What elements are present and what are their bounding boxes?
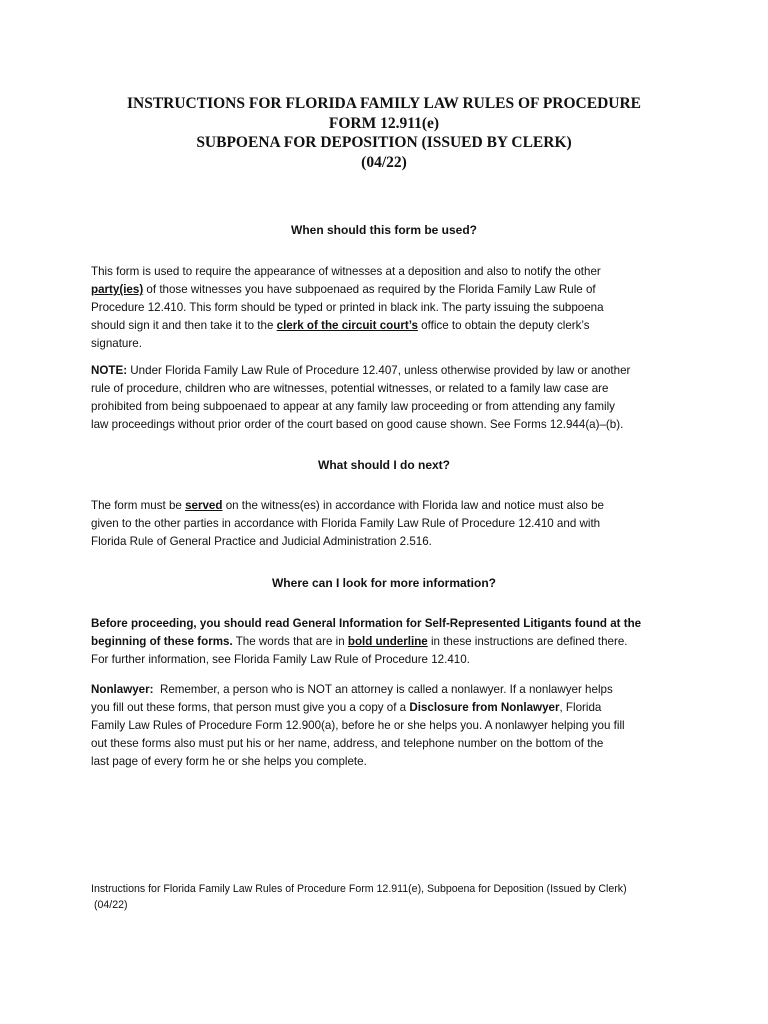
text-span: Under Florida Family Law Rule of Procedure 12.407, unless otherwise provided by law or another [127, 364, 631, 377]
paragraph-purpose [91, 263, 691, 353]
title-line-1: INSTRUCTIONS FOR FLORIDA FAMILY LAW RULES OF PROCEDURE [126, 95, 641, 112]
nonlawyer-label: Nonlawyer: [91, 683, 154, 696]
note-label: NOTE: [91, 364, 128, 377]
page-footer [91, 881, 711, 913]
paragraph-note [91, 362, 691, 434]
text-line [91, 281, 691, 299]
text-line [91, 681, 691, 699]
text-line: Procedure 12.410. This form should be typed or printed in black ink. The party issuing the subpoena [91, 301, 604, 314]
text-span: office to obtain the deputy clerk’s [417, 319, 590, 332]
text-span: Before proceeding, you should read General Information for Self-Represented Litigants found at the [91, 617, 642, 630]
text-line: signature. [91, 337, 142, 350]
paragraph-nonlawyer [91, 681, 691, 771]
text-line: last page of every form he or she helps you complete. [91, 755, 367, 768]
paragraph-service [91, 497, 691, 551]
text-span: in these instructions are defined there. [427, 635, 628, 648]
term-parties-link[interactable]: party(ies) [91, 283, 144, 296]
text-line: prohibited from being subpoenaed to appear at any family law proceeding or from attending any family [91, 400, 615, 413]
section-heading-when-used: When should this form be used? [291, 223, 477, 237]
title-line-3: SUBPOENA FOR DEPOSITION (ISSUED BY CLERK) [196, 134, 572, 151]
section-heading-more-info: Where can I look for more information? [271, 576, 497, 590]
text-span: should sign it and then take it to the [91, 319, 277, 332]
text-line: Florida Rule of General Practice and Judicial Administration 2.516. [91, 535, 432, 548]
footer-line: (04/22) [91, 899, 128, 911]
text-line: out these forms also must put his or her name, address, and telephone number on the bottom of the [91, 737, 604, 750]
text-line [91, 633, 691, 651]
text-line: This form is used to require the appearance of witnesses at a deposition and also to notify the other [91, 265, 601, 278]
text-span: you fill out these forms, that person must give you a copy of a [91, 701, 410, 714]
text-span: Remember, a person who is NOT an attorney is called a nonlawyer. If a nonlawyer helps [153, 683, 613, 696]
text-line [91, 615, 691, 633]
text-span: Disclosure from Nonlawyer [409, 701, 560, 714]
footer-line: Instructions for Florida Family Law Rules of Procedure Form 12.911(e), Subpoena for Deposition (Issued by Clerk) [91, 883, 627, 895]
title-line-2: FORM 12.911(e) [328, 114, 440, 132]
text-line [91, 317, 691, 335]
section-heading-next-steps: What should I do next? [318, 458, 450, 472]
text-line: Family Law Rules of Procedure Form 12.900(a), before he or she helps you. A nonlawyer helping you fill [91, 719, 625, 732]
text-line: given to the other parties in accordance with Florida Family Law Rule of Procedure 12.410 and with [91, 517, 601, 530]
text-line [91, 497, 691, 515]
text-line [91, 362, 691, 380]
term-served-link[interactable]: served [185, 499, 223, 512]
form-title [60, 94, 708, 172]
text-span: , Florida [559, 701, 602, 714]
text-span: beginning of these forms. [91, 635, 233, 648]
title-line-4: (04/22) [361, 153, 407, 171]
text-line [91, 699, 691, 717]
text-line: rule of procedure, children who are witnesses, potential witnesses, or related to a family law case are [91, 382, 609, 395]
text-line: law proceedings without prior order of the court based on good cause shown. See Forms 12.944(a)–(b). [91, 418, 624, 431]
text-line: For further information, see Florida Family Law Rule of Procedure 12.410. [91, 653, 470, 666]
term-clerk-link[interactable]: clerk of the circuit court’s [276, 319, 418, 332]
text-span: The words that are in [232, 635, 348, 648]
text-span: of those witnesses you have subpoenaed as required by the Florida Family Law Rule of [143, 283, 596, 296]
text-span: The form must be [91, 499, 186, 512]
text-span: on the witness(es) in accordance with Florida law and notice must also be [222, 499, 604, 512]
bold-underline-sample: bold underline [347, 635, 428, 648]
paragraph-general-info [91, 615, 691, 669]
